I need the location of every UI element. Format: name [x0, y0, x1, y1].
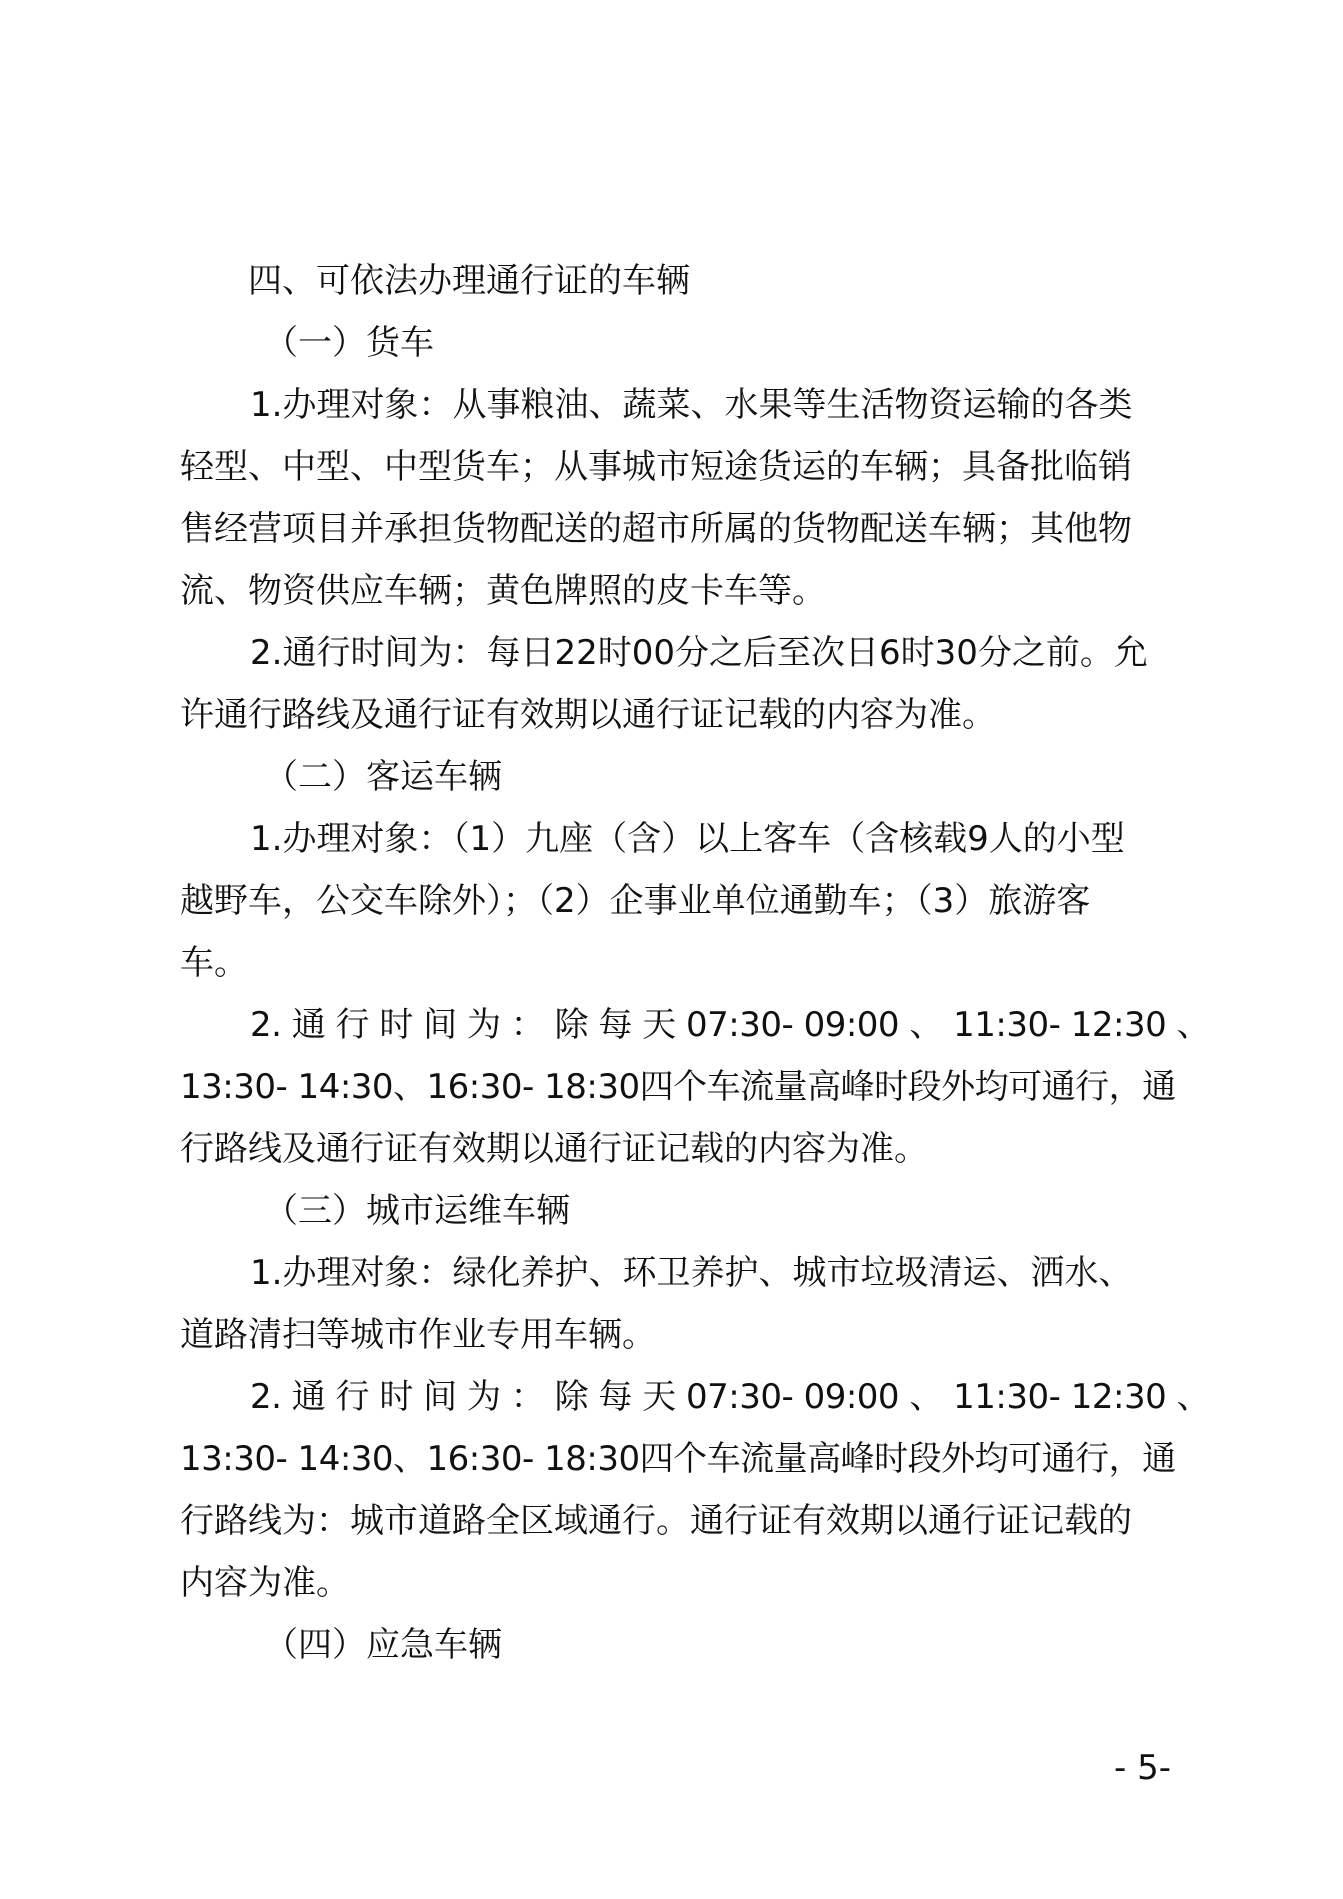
subsection-heading: （四）应急车辆: [264, 1625, 502, 1665]
paragraph-line: 道路清扫等城市作业专用车辆。: [180, 1315, 656, 1355]
paragraph-line: 越野车，公交车除外）；（2）企事业单位通勤车；（3）旅游客: [180, 881, 1091, 921]
paragraph-line: 2.通行时间为：每日22时00分之后至次日6时30分之前。允: [250, 633, 1148, 673]
paragraph-line: 2. 通 行 时 间 为 ： 除 每 天 07:30- 09:00 、 11:30- 12:30 、: [250, 1377, 1211, 1417]
subsection-heading: （三）城市运维车辆: [264, 1191, 570, 1231]
subsection-heading: （二）客运车辆: [264, 757, 502, 797]
page-number: - 5-: [1114, 1748, 1171, 1788]
paragraph-line: 许通行路线及通行证有效期以通行证记载的内容为准。: [180, 695, 996, 735]
paragraph-line: 1.办理对象：（1）九座（含）以上客车（含核载9人的小型: [250, 819, 1125, 859]
paragraph-line: 1.办理对象：从事粮油、蔬菜、水果等生活物资运输的各类: [250, 385, 1133, 425]
paragraph-line: 13:30- 14:30、16:30- 18:30四个车流量高峰时段外均可通行，通: [180, 1067, 1176, 1107]
subsection-heading: （一）货车: [264, 323, 434, 363]
paragraph-line: 2. 通 行 时 间 为 ： 除 每 天 07:30- 09:00 、 11:30- 12:30 、: [250, 1005, 1211, 1045]
paragraph-line: 13:30- 14:30、16:30- 18:30四个车流量高峰时段外均可通行，通: [180, 1439, 1176, 1479]
paragraph-line: 行路线为：城市道路全区域通行。通行证有效期以通行证记载的: [180, 1501, 1132, 1541]
paragraph-line: 售经营项目并承担货物配送的超市所属的货物配送车辆；其他物: [180, 509, 1132, 549]
paragraph-line: 内容为准。: [180, 1563, 350, 1603]
document-body: [180, 250, 1211, 1676]
paragraph-line: 流、物资供应车辆；黄色牌照的皮卡车等。: [180, 571, 826, 611]
paragraph-line: 行路线及通行证有效期以通行证记载的内容为准。: [180, 1129, 928, 1169]
paragraph-line: 1.办理对象：绿化养护、环卫养护、城市垃圾清运、洒水、: [250, 1253, 1133, 1293]
paragraph-line: 轻型、中型、中型货车；从事城市短途货运的车辆；具备批临销: [180, 447, 1132, 487]
section-heading: 四、可依法办理通行证的车辆: [248, 261, 690, 301]
paragraph-line: 车。: [180, 943, 248, 983]
